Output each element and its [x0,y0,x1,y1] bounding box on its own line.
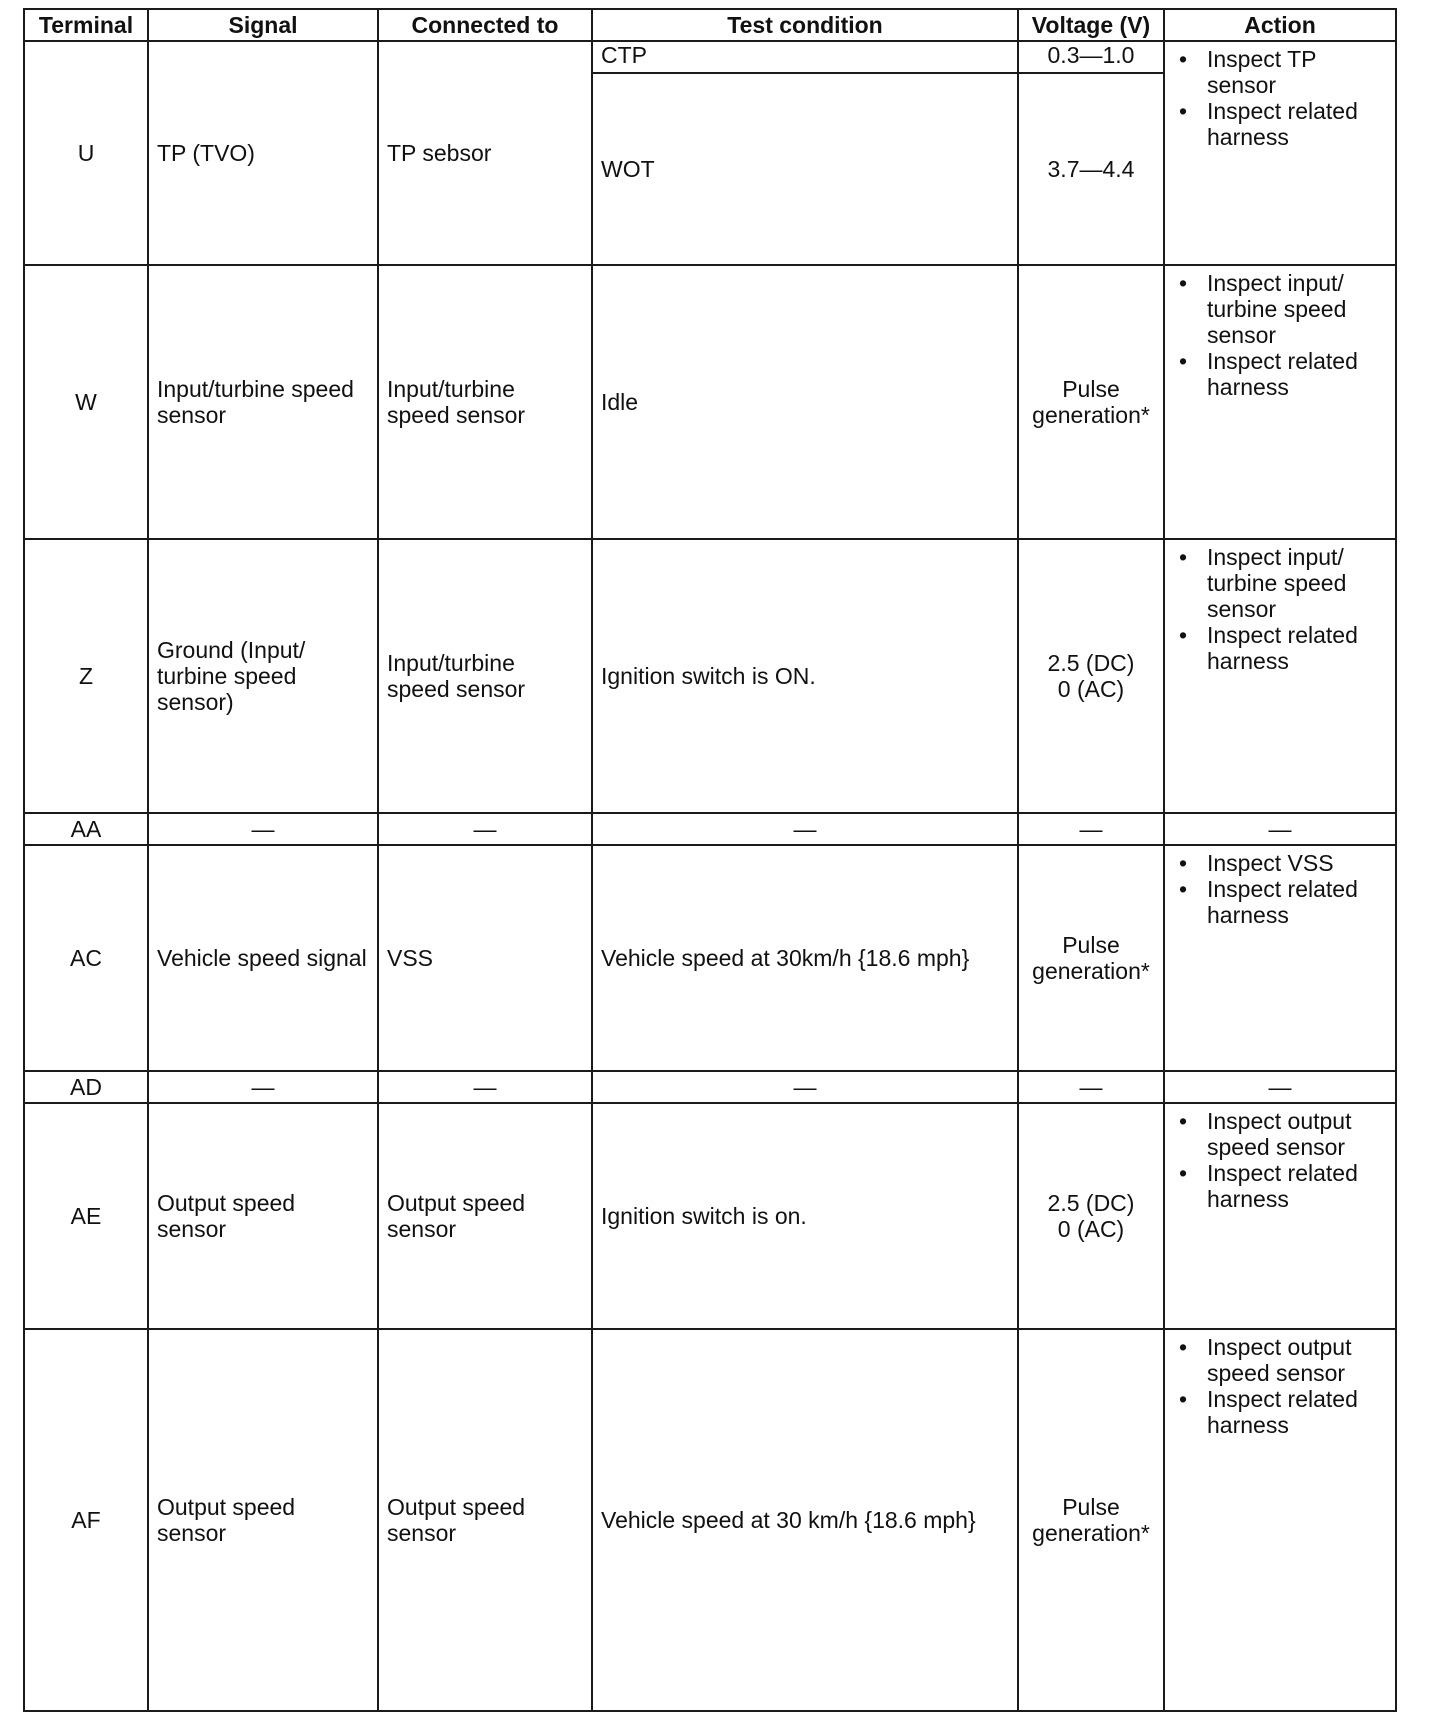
header-test-condition: Test condition [592,9,1018,41]
terminal-cell: AA [24,813,148,845]
header-action: Action [1164,9,1396,41]
connected-to-cell: Output speed sensor [378,1329,592,1711]
action-list [1169,1334,1391,1438]
test-condition-cell: WOT [592,73,1018,265]
action-list [1169,46,1391,150]
row-z [24,539,1396,813]
signal-cell: Input/turbine speed sensor [148,265,378,539]
action-list [1169,270,1391,400]
action-item: • Inspect related harness [1169,1386,1391,1438]
voltage-cell: 0.3—1.0 [1018,41,1164,73]
voltage-cell [1018,1329,1164,1711]
action-list [1169,850,1391,928]
voltage-line: 2.5 (DC) [1047,1190,1135,1216]
header-row [24,9,1396,41]
test-condition-cell: CTP [592,41,1018,73]
connected-to-cell: — [378,813,592,845]
action-cell [1164,1329,1396,1711]
voltage-line: 0 (AC) [1057,676,1125,702]
voltage-line: Pulse [1062,932,1120,958]
row-u [24,41,1396,73]
voltage-line: 2.5 (DC) [1047,650,1135,676]
action-item: • Inspect related harness [1169,348,1391,400]
test-condition-cell: — [592,813,1018,845]
terminal-cell: AE [24,1103,148,1329]
test-condition-cell: Ignition switch is on. [592,1103,1018,1329]
action-item: • Inspect input/ turbine speed sensor [1169,544,1391,622]
signal-cell: Output speed sensor [148,1103,378,1329]
connected-to-cell: Input/turbine speed sensor [378,539,592,813]
row-af [24,1329,1396,1711]
voltage-cell [1018,265,1164,539]
test-condition-cell: — [592,1071,1018,1103]
action-item: • Inspect output speed sensor [1169,1108,1391,1160]
connected-to-cell: — [378,1071,592,1103]
action-cell [1164,265,1396,539]
signal-cell: — [148,1071,378,1103]
action-cell [1164,845,1396,1071]
terminal-cell: W [24,265,148,539]
action-list [1169,544,1391,674]
header-connected-to: Connected to [378,9,592,41]
action-cell: — [1164,1071,1396,1103]
test-condition-cell: Ignition switch is ON. [592,539,1018,813]
voltage-cell: — [1018,1071,1164,1103]
action-cell [1164,539,1396,813]
test-condition-cell: Vehicle speed at 30km/h {18.6 mph} [592,845,1018,1071]
terminal-cell: AD [24,1071,148,1103]
signal-cell: TP (TVO) [148,41,378,265]
header-signal: Signal [148,9,378,41]
action-cell [1164,41,1396,265]
action-item: • Inspect TP sensor [1169,46,1391,98]
terminal-voltage-table [23,8,1397,1712]
action-item: • Inspect output speed sensor [1169,1334,1391,1386]
header-terminal: Terminal [24,9,148,41]
row-ae [24,1103,1396,1329]
action-item: • Inspect related harness [1169,876,1391,928]
connected-to-cell: Output speed sensor [378,1103,592,1329]
action-item: • Inspect related harness [1169,622,1391,674]
row-ad [24,1071,1396,1103]
row-aa [24,813,1396,845]
voltage-cell [1018,539,1164,813]
voltage-cell [1018,1103,1164,1329]
voltage-line: Pulse [1062,1494,1120,1520]
connected-to-cell: Input/turbine speed sensor [378,265,592,539]
signal-cell: — [148,813,378,845]
action-item: • Inspect related harness [1169,1160,1391,1212]
signal-cell: Ground (Input/ turbine speed sensor) [148,539,378,813]
test-condition-cell: Vehicle speed at 30 km/h {18.6 mph} [592,1329,1018,1711]
action-item: • Inspect input/ turbine speed sensor [1169,270,1391,348]
terminal-cell: AF [24,1329,148,1711]
terminal-cell: Z [24,539,148,813]
voltage-cell: 3.7—4.4 [1018,73,1164,265]
connected-to-cell: VSS [378,845,592,1071]
voltage-line: 0 (AC) [1057,1216,1125,1242]
row-w [24,265,1396,539]
terminal-cell: U [24,41,148,265]
voltage-line: generation* [1032,1520,1150,1546]
action-item: • Inspect related harness [1169,98,1391,150]
voltage-cell: — [1018,813,1164,845]
voltage-line: generation* [1032,958,1150,984]
action-list [1169,1108,1391,1212]
row-ac [24,845,1396,1071]
connected-to-cell: TP sebsor [378,41,592,265]
signal-cell: Vehicle speed signal [148,845,378,1071]
signal-cell: Output speed sensor [148,1329,378,1711]
voltage-line: Pulse [1062,376,1120,402]
action-cell: — [1164,813,1396,845]
test-condition-cell: Idle [592,265,1018,539]
voltage-cell [1018,845,1164,1071]
action-item: • Inspect VSS [1169,850,1391,876]
action-cell [1164,1103,1396,1329]
terminal-cell: AC [24,845,148,1071]
header-voltage: Voltage (V) [1018,9,1164,41]
voltage-line: generation* [1032,402,1150,428]
